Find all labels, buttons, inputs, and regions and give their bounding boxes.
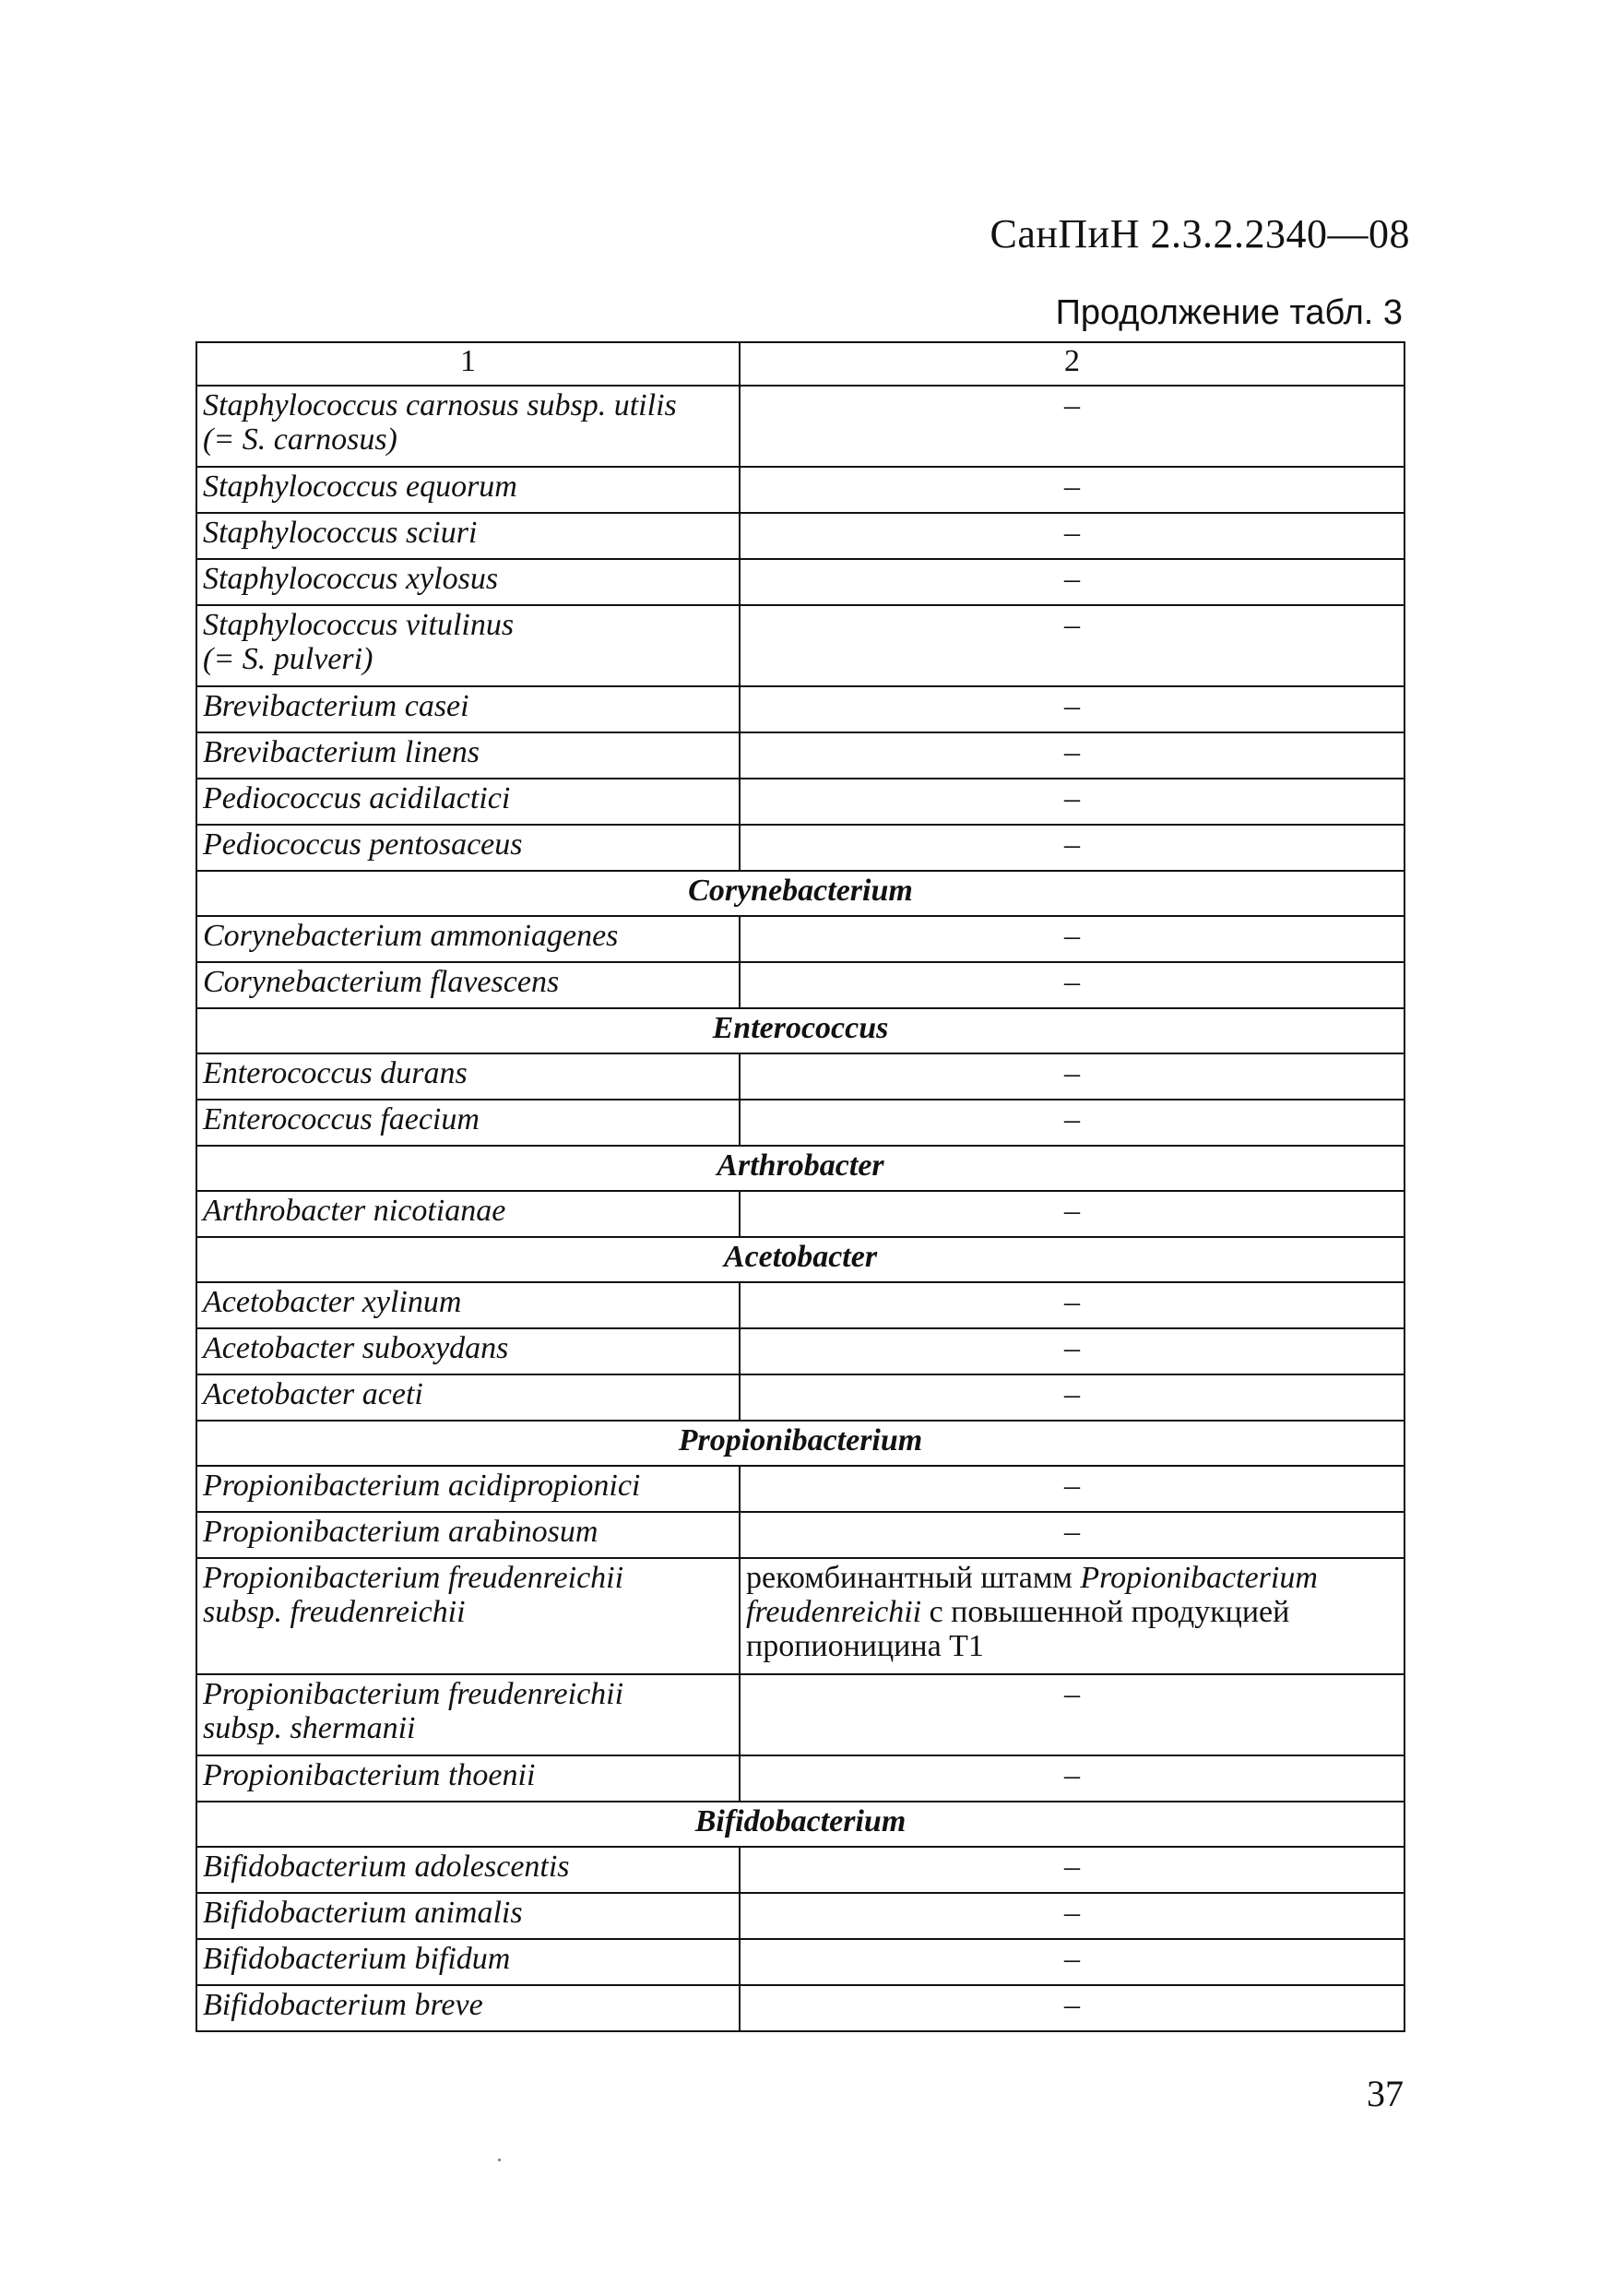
table-row xyxy=(196,1512,1404,1558)
table-row xyxy=(196,1374,1404,1421)
section-header-row xyxy=(196,1421,1404,1466)
organism-value: – xyxy=(740,1512,1404,1558)
table-row xyxy=(196,386,1404,467)
organism-name: Bifidobacterium breve xyxy=(196,1985,740,2031)
table-row xyxy=(196,1939,1404,1985)
organism-name: Acetobacter suboxydans xyxy=(196,1328,740,1374)
table-header-row xyxy=(196,342,1404,386)
section-header-row xyxy=(196,1146,1404,1191)
table-row xyxy=(196,1282,1404,1328)
organism-name: Brevibacterium linens xyxy=(196,732,740,779)
table-row xyxy=(196,1466,1404,1512)
organism-value: – xyxy=(740,962,1404,1008)
table-continuation-label: Продолжение табл. 3 xyxy=(1055,293,1403,332)
organism-name: Corynebacterium ammoniagenes xyxy=(196,916,740,962)
document-code: СанПиН 2.3.2.2340—08 xyxy=(990,211,1410,256)
organism-value: – xyxy=(740,1755,1404,1802)
table-row xyxy=(196,1100,1404,1146)
organism-name: Bifidobacterium adolescentis xyxy=(196,1847,740,1893)
section-header-row xyxy=(196,1008,1404,1053)
organism-value: – xyxy=(740,916,1404,962)
table-row xyxy=(196,732,1404,779)
organism-name: Propionibacterium freudenreichii subsp. shermanii xyxy=(196,1674,740,1755)
organism-value: – xyxy=(740,1328,1404,1374)
page-number: 37 xyxy=(1367,2073,1404,2114)
table-row xyxy=(196,467,1404,513)
organism-name: Staphylococcus xylosus xyxy=(196,559,740,605)
genus-section-title: Bifidobacterium xyxy=(196,1802,1404,1847)
organism-value: – xyxy=(740,1985,1404,2031)
organism-value: – xyxy=(740,1939,1404,1985)
table-row xyxy=(196,1191,1404,1237)
table-row xyxy=(196,1755,1404,1802)
organism-value: – xyxy=(740,1466,1404,1512)
organism-name: Acetobacter xylinum xyxy=(196,1282,740,1328)
organism-value: – xyxy=(740,1282,1404,1328)
table-row xyxy=(196,1893,1404,1939)
organism-name: Bifidobacterium animalis xyxy=(196,1893,740,1939)
organism-name: Bifidobacterium bifidum xyxy=(196,1939,740,1985)
table-row xyxy=(196,1847,1404,1893)
table-row xyxy=(196,1328,1404,1374)
table-row xyxy=(196,825,1404,871)
organism-name: Arthrobacter nicotianae xyxy=(196,1191,740,1237)
genus-section-title: Arthrobacter xyxy=(196,1146,1404,1191)
organism-name: Pediococcus acidilactici xyxy=(196,779,740,825)
genus-section-title: Enterococcus xyxy=(196,1008,1404,1053)
organism-name: Propionibacterium freudenreichii subsp. freudenreichii xyxy=(196,1558,740,1674)
organism-value: – xyxy=(740,386,1404,467)
genus-section-title: Propionibacterium xyxy=(196,1421,1404,1466)
genus-section-title: Corynebacterium xyxy=(196,871,1404,916)
section-header-row xyxy=(196,871,1404,916)
organism-value: – xyxy=(740,779,1404,825)
organism-name: Enterococcus durans xyxy=(196,1053,740,1100)
organism-name: Staphylococcus sciuri xyxy=(196,513,740,559)
table-row xyxy=(196,1053,1404,1100)
organism-value: – xyxy=(740,605,1404,686)
table-row xyxy=(196,1674,1404,1755)
organism-name: Propionibacterium arabinosum xyxy=(196,1512,740,1558)
scan-speck xyxy=(498,2159,501,2161)
organism-value: – xyxy=(740,513,1404,559)
table-row xyxy=(196,686,1404,732)
column-header-2: 2 xyxy=(740,342,1404,386)
organism-value: – xyxy=(740,1100,1404,1146)
table-row xyxy=(196,559,1404,605)
organism-name: Pediococcus pentosaceus xyxy=(196,825,740,871)
organism-value: – xyxy=(740,1893,1404,1939)
organism-value: рекомбинантный штамм Propionibacterium freudenreichii с повышенной продукцией пропионицина Т1 xyxy=(740,1558,1404,1674)
organism-value: – xyxy=(740,467,1404,513)
organism-name: Brevibacterium casei xyxy=(196,686,740,732)
organism-value: – xyxy=(740,1847,1404,1893)
organism-value: – xyxy=(740,559,1404,605)
section-header-row xyxy=(196,1237,1404,1282)
microorganisms-table xyxy=(196,341,1405,2032)
column-header-1: 1 xyxy=(196,342,740,386)
organism-value: – xyxy=(740,732,1404,779)
organism-value: – xyxy=(740,1374,1404,1421)
table-row xyxy=(196,1985,1404,2031)
organism-name: Staphylococcus carnosus subsp. utilis (= S. carnosus) xyxy=(196,386,740,467)
genus-section-title: Acetobacter xyxy=(196,1237,1404,1282)
organism-name: Staphylococcus vitulinus (= S. pulveri) xyxy=(196,605,740,686)
organism-name: Propionibacterium acidipropionici xyxy=(196,1466,740,1512)
table-row xyxy=(196,962,1404,1008)
organism-value: – xyxy=(740,686,1404,732)
table-row xyxy=(196,1558,1404,1674)
section-header-row xyxy=(196,1802,1404,1847)
organism-name: Enterococcus faecium xyxy=(196,1100,740,1146)
organism-name: Propionibacterium thoenii xyxy=(196,1755,740,1802)
organism-name: Staphylococcus equorum xyxy=(196,467,740,513)
table-row xyxy=(196,779,1404,825)
organism-name: Corynebacterium flavescens xyxy=(196,962,740,1008)
table-row xyxy=(196,916,1404,962)
table-row xyxy=(196,513,1404,559)
table-row xyxy=(196,605,1404,686)
organism-value: – xyxy=(740,1674,1404,1755)
organism-value: – xyxy=(740,1053,1404,1100)
organism-value: – xyxy=(740,1191,1404,1237)
organism-name: Acetobacter aceti xyxy=(196,1374,740,1421)
organism-value: – xyxy=(740,825,1404,871)
